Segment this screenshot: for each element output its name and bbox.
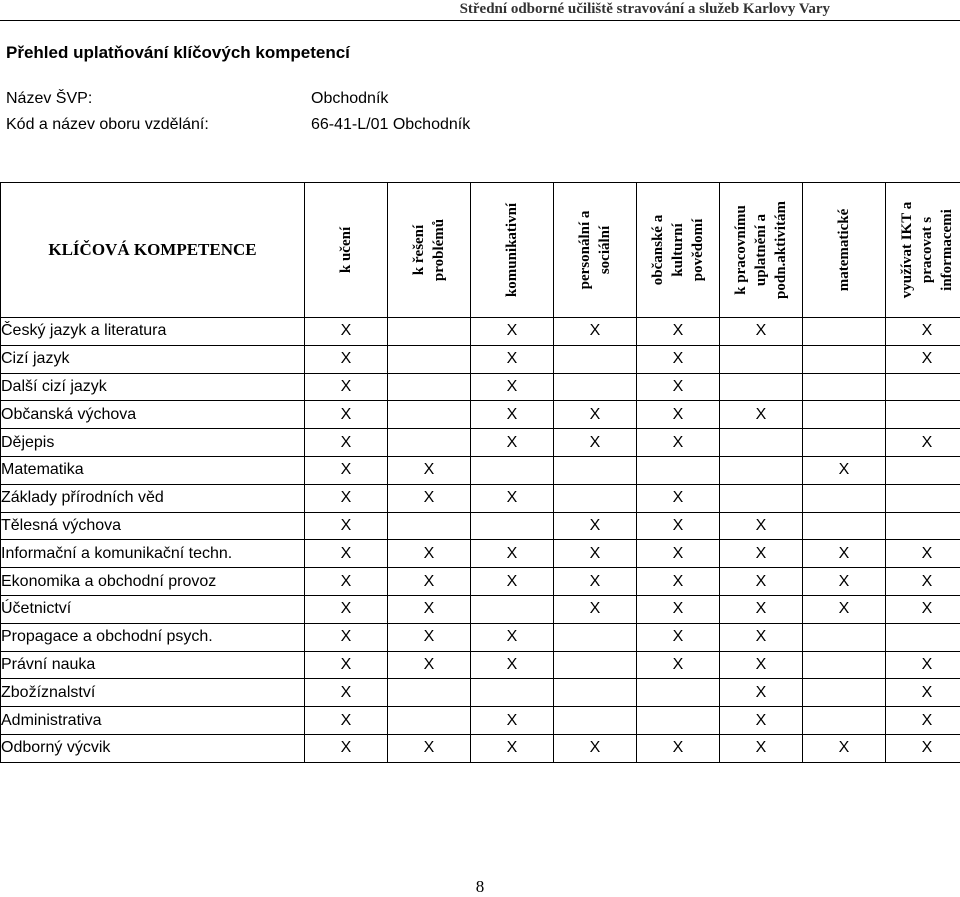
competency-mark: X [637,595,720,623]
competency-mark [471,512,554,540]
competency-mark [554,484,637,512]
competency-label: komunikativní [504,202,520,298]
competency-mark: X [886,429,960,457]
competency-mark: X [637,318,720,346]
competency-mark: X [886,345,960,373]
competency-mark [886,456,960,484]
competency-mark: X [637,651,720,679]
competency-mark: X [471,651,554,679]
competency-mark: X [886,679,960,707]
competency-mark: X [388,484,471,512]
competency-mark: X [305,512,388,540]
competency-mark [886,623,960,651]
competency-mark: X [554,568,637,596]
competency-mark: X [305,540,388,568]
competency-matrix [0,182,960,763]
competency-mark [803,512,886,540]
competency-mark: X [471,568,554,596]
table-row [1,512,960,540]
competency-mark: X [471,540,554,568]
competency-mark: X [720,679,803,707]
svp-label: Název ŠVP: [6,90,93,107]
competency-mark: X [554,401,637,429]
subject-name: Účetnictví [1,595,305,623]
table-row [1,484,960,512]
table-row [1,429,960,457]
competency-mark: X [471,623,554,651]
competency-mark [388,401,471,429]
competency-mark: X [388,623,471,651]
competency-header [803,183,886,318]
competency-header [388,183,471,318]
competency-mark: X [637,623,720,651]
competency-mark: X [720,512,803,540]
competency-mark [554,679,637,707]
subject-name: Ekonomika a obchodní provoz [1,568,305,596]
competency-mark: X [720,540,803,568]
table-row [1,318,960,346]
competency-mark: X [637,540,720,568]
competency-header [554,183,637,318]
competency-label: k učení [338,226,354,274]
competency-mark [886,373,960,401]
competency-mark: X [554,429,637,457]
competency-mark: X [554,318,637,346]
competency-mark: X [305,707,388,735]
competency-mark [637,456,720,484]
competency-mark: X [886,595,960,623]
competency-mark: X [554,595,637,623]
competency-mark [720,429,803,457]
competency-mark [554,456,637,484]
competency-label: matematické [836,208,852,292]
competency-mark: X [554,512,637,540]
subject-name: Tělesná výchova [1,512,305,540]
field-value: 66-41-L/01 Obchodník [311,116,471,133]
subject-name: Český jazyk a literatura [1,318,305,346]
competency-mark: X [471,401,554,429]
competency-mark [554,623,637,651]
competency-mark: X [305,456,388,484]
competency-mark: X [305,318,388,346]
subject-name: Propagace a obchodní psych. [1,623,305,651]
competency-header [305,183,388,318]
table-row [1,734,960,762]
page-title: Přehled uplatňování klíčových kompetencí [6,43,350,62]
competency-mark: X [720,318,803,346]
competency-mark: X [637,512,720,540]
competency-mark: X [803,456,886,484]
competency-header [637,183,720,318]
subject-name: Informační a komunikační techn. [1,540,305,568]
competency-mark [803,651,886,679]
competency-label: k řešení problémů [411,218,447,282]
competency-mark [803,345,886,373]
competency-mark [637,707,720,735]
competency-header [886,183,960,318]
competency-mark: X [305,679,388,707]
competency-mark: X [886,734,960,762]
competency-label: k pracovnímu uplatnění a podn.aktivitám [733,201,789,299]
competency-label: personální a sociální [577,210,613,290]
competency-mark: X [554,734,637,762]
competency-mark: X [471,373,554,401]
competency-mark [554,373,637,401]
page-number: 8 [475,877,485,896]
competency-mark [388,707,471,735]
subject-name: Cizí jazyk [1,345,305,373]
header-row [1,183,960,318]
competency-mark: X [720,734,803,762]
competency-mark [388,512,471,540]
competency-mark: X [886,568,960,596]
competency-mark [803,623,886,651]
subject-name: Dějepis [1,429,305,457]
competency-mark: X [637,568,720,596]
competency-mark: X [388,734,471,762]
competency-mark: X [803,568,886,596]
subject-name: Matematika [1,456,305,484]
competency-mark: X [886,318,960,346]
competency-mark: X [886,707,960,735]
competency-mark: X [720,623,803,651]
competency-mark: X [388,651,471,679]
competency-mark [803,429,886,457]
competency-header [720,183,803,318]
competency-mark [803,401,886,429]
competency-mark: X [471,429,554,457]
competency-mark: X [388,456,471,484]
competency-mark: X [886,540,960,568]
competency-mark: X [803,734,886,762]
competency-mark: X [388,568,471,596]
matrix-body [1,318,960,763]
competency-mark [471,679,554,707]
table-row [1,679,960,707]
competency-mark [388,429,471,457]
competency-mark: X [388,540,471,568]
table-row [1,595,960,623]
competency-mark: X [637,373,720,401]
competency-mark: X [637,429,720,457]
table-row [1,540,960,568]
competency-label: využívat IKT a pracovat s informacemi [899,201,955,299]
competency-mark: X [637,484,720,512]
competency-mark: X [637,401,720,429]
competency-mark [886,512,960,540]
competency-mark: X [471,484,554,512]
competency-mark: X [637,345,720,373]
competency-mark: X [305,373,388,401]
competency-mark [388,373,471,401]
subject-name: Zbožíznalství [1,679,305,707]
competency-mark: X [471,734,554,762]
subject-name: Právní nauka [1,651,305,679]
competency-mark: X [305,401,388,429]
competency-mark: X [720,568,803,596]
table-row [1,623,960,651]
competency-mark: X [720,707,803,735]
competency-mark [803,373,886,401]
subject-name: Další cizí jazyk [1,373,305,401]
competency-mark [720,345,803,373]
subject-name: Základy přírodních věd [1,484,305,512]
svp-value: Obchodník [311,90,389,107]
subject-name: Administrativa [1,707,305,735]
competency-mark [471,595,554,623]
competency-mark [803,318,886,346]
competency-mark: X [305,623,388,651]
competency-mark [886,401,960,429]
competency-mark: X [637,734,720,762]
competency-mark [388,679,471,707]
competency-mark: X [388,595,471,623]
competency-mark: X [305,651,388,679]
competency-mark: X [554,540,637,568]
table-row [1,707,960,735]
corner-header: KLÍČOVÁ KOMPETENCE [1,183,305,318]
competency-mark: X [471,345,554,373]
table-row [1,373,960,401]
competency-mark [637,679,720,707]
competency-mark: X [305,568,388,596]
table-row [1,456,960,484]
subject-name: Občanská výchova [1,401,305,429]
competency-mark [803,679,886,707]
table-row [1,345,960,373]
competency-mark: X [305,595,388,623]
competency-mark: X [305,484,388,512]
competency-mark: X [305,429,388,457]
competency-mark [388,318,471,346]
competency-mark [720,373,803,401]
competency-mark: X [803,540,886,568]
competency-mark [554,345,637,373]
subject-name: Odborný výcvik [1,734,305,762]
competency-mark [554,707,637,735]
competency-mark [886,484,960,512]
field-label: Kód a název oboru vzdělání: [6,116,209,133]
competency-mark: X [471,318,554,346]
competency-mark [720,484,803,512]
competency-mark: X [803,595,886,623]
competency-mark: X [305,345,388,373]
page-header [0,0,960,21]
competency-mark: X [886,651,960,679]
competency-mark [720,456,803,484]
school-name: Střední odborné učiliště stravování a služeb Karlovy Vary [459,1,830,17]
table-row [1,651,960,679]
competency-label: občanské a kulturní povědomí [650,214,706,286]
competency-mark [471,456,554,484]
competency-mark: X [720,651,803,679]
competency-mark: X [720,595,803,623]
competency-mark: X [720,401,803,429]
competency-mark: X [305,734,388,762]
table-row [1,568,960,596]
competency-mark [388,345,471,373]
competency-mark [803,707,886,735]
competency-mark: X [471,707,554,735]
competency-header [471,183,554,318]
competency-mark [803,484,886,512]
competency-mark [554,651,637,679]
table-row [1,401,960,429]
